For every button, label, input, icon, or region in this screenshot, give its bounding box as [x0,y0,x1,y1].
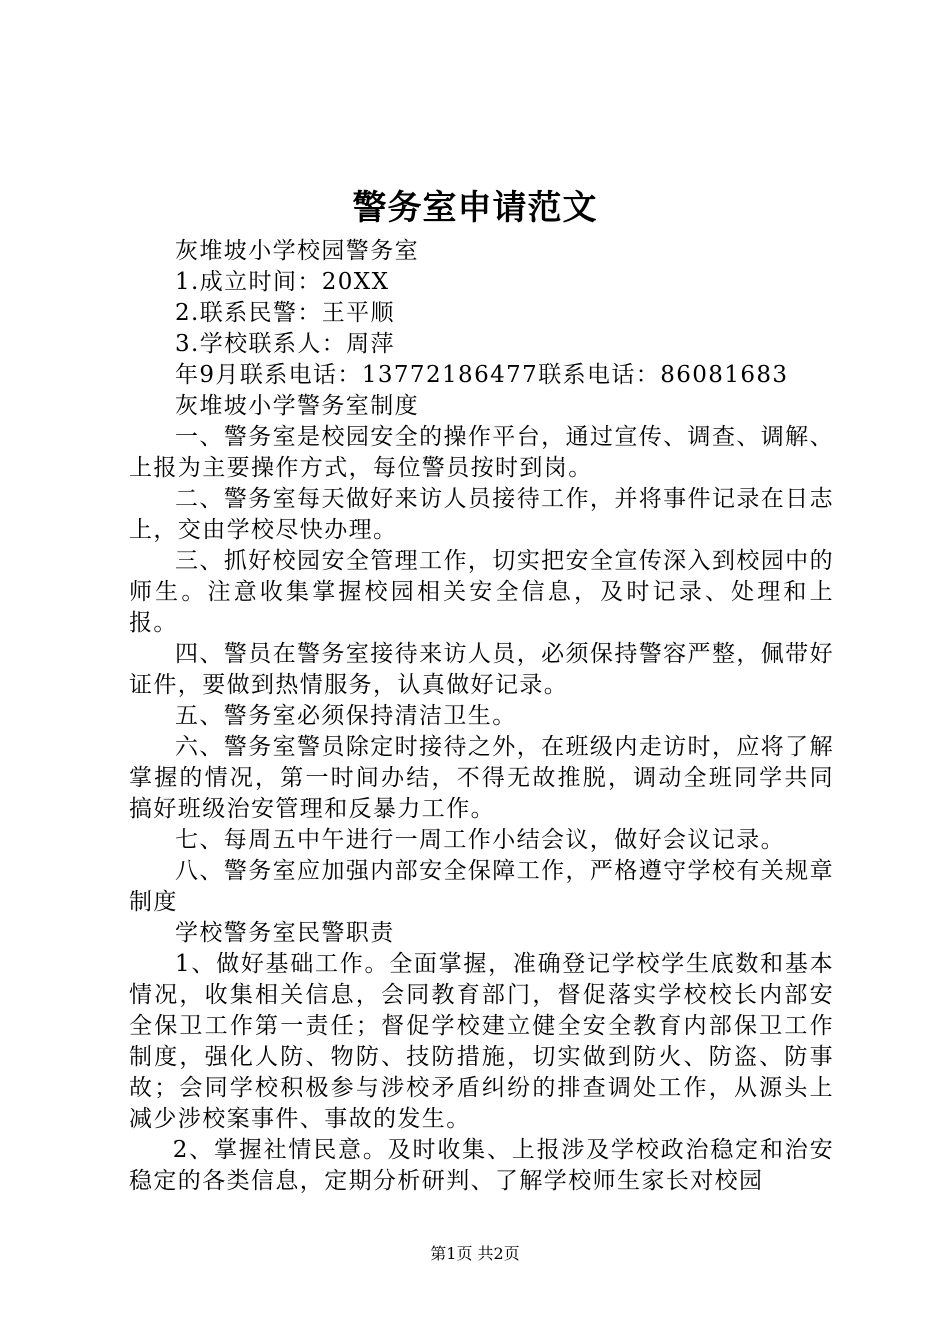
paragraph-rule-5: 五、警务室必须保持清洁卫生。 [175,703,517,729]
paragraph-school-contact: 3.学校联系人：周萍 [175,331,395,357]
document-body [129,236,834,1197]
page-title: 警务室申请范文 [352,188,598,228]
paragraph-rules-heading: 灰堆坡小学警务室制度 [175,393,419,419]
paragraph-rule-1: 一、警务室是校园安全的操作平台，通过宣传、调查、调解、上报为主要操作方式，每位警员按时到岗。 [129,424,834,481]
paragraph-duty-1: 1、做好基础工作。全面掌握，准确登记学校学生底数和基本情况，收集相关信息，会同教育部门，督促落实学校校长内部安全保卫工作第一责任；督促学校建立健全安全教育内部保卫工作制度，强化人防、物防、技防措施，切实做到防火、防盗、防事故；会同学校积极参与涉校矛盾纠纷的排查调处工作，从源头上减少涉校案事件、事故的发生。 [129,951,834,1132]
paragraph-school-name: 灰堆坡小学校园警务室 [175,238,419,264]
paragraph-rule-4: 四、警员在警务室接待来访人员，必须保持警容严整，佩带好证件，要做到热情服务，认真做好记录。 [129,641,834,698]
paragraph-contact-officer: 2.联系民警：王平顺 [175,300,395,326]
page-number: 第1页 共2页 [430,1244,520,1263]
paragraph-rule-3: 三、抓好校园安全管理工作，切实把安全宣传深入到校园中的师生。注意收集掌握校园相关安全信息，及时记录、处理和上报。 [129,548,834,636]
paragraph-established-time: 1.成立时间：20XX [175,269,390,295]
paragraph-duty-2: 2、掌握社情民意。及时收集、上报涉及学校政治稳定和治安稳定的各类信息，定期分析研判、了解学校师生家长对校园 [129,1137,834,1194]
paragraph-rule-8: 八、警务室应加强内部安全保障工作，严格遵守学校有关规章制度 [129,858,834,915]
paragraph-phone-numbers: 年9月联系电话：13772186477联系电话：86081683 [175,362,789,388]
paragraph-duties-heading: 学校警务室民警职责 [175,920,395,946]
paragraph-rule-7: 七、每周五中午进行一周工作小结会议，做好会议记录。 [175,827,785,853]
paragraph-rule-6: 六、警务室警员除定时接待之外，在班级内走访时，应将了解掌握的情况，第一时间办结，不得无故推脱，调动全班同学共同搞好班级治安管理和反暴力工作。 [129,734,834,822]
paragraph-rule-2: 二、警务室每天做好来访人员接待工作，并将事件记录在日志上，交由学校尽快办理。 [129,486,834,543]
